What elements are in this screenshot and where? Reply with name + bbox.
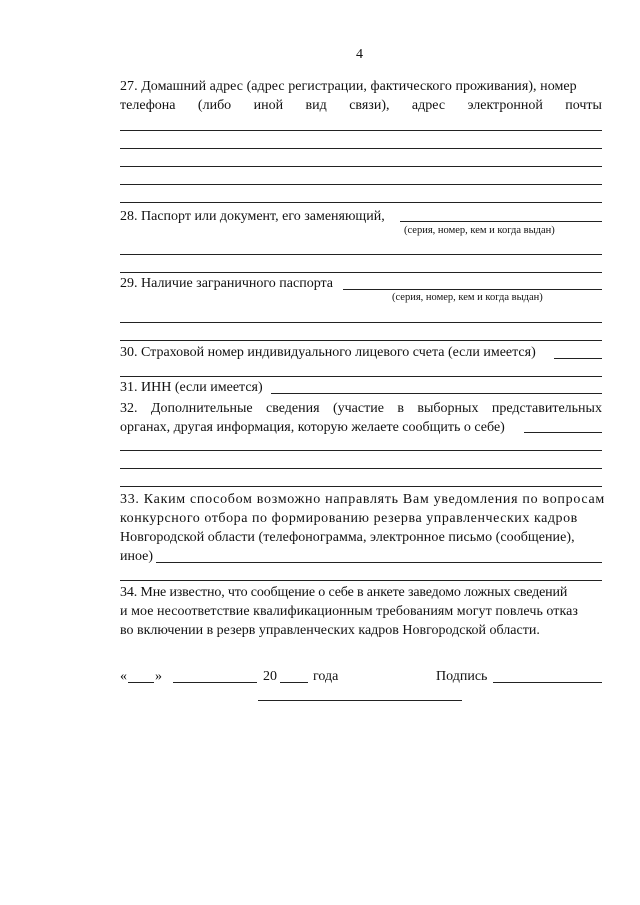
q30-label: 30. Страховой номер индивидуального лицевого счета (если имеется) — [120, 345, 536, 360]
q32-word: сведения — [266, 401, 320, 416]
q27-word: электронной — [467, 98, 543, 113]
q29-answer-line[interactable] — [343, 289, 602, 290]
q32-word: 32. — [120, 401, 138, 416]
date-close-quote: » — [155, 669, 162, 684]
signature-field[interactable] — [493, 682, 602, 683]
q34-label-line3: во включении в резерв управленческих кадров Новгородской области. — [120, 623, 540, 638]
q29-answer-line[interactable] — [120, 322, 602, 323]
q32-label-line2: органах, другая информация, которую желаете сообщить о себе) — [120, 420, 505, 435]
date-year-suffix: года — [313, 669, 339, 684]
q33-label-line4: иное) — [120, 549, 154, 564]
q33-label-line1: 33. Каким способом возможно направлять Вам уведомления по вопросам — [120, 492, 605, 507]
q28-hint: (серия, номер, кем и когда выдан) — [404, 225, 555, 236]
date-month-field[interactable] — [173, 682, 257, 683]
q27-word: иной — [253, 98, 284, 113]
q32-answer-line[interactable] — [524, 432, 602, 433]
q31-label: 31. ИНН (если имеется) — [120, 380, 263, 395]
date-year-field[interactable] — [280, 682, 308, 683]
q32-answer-line[interactable] — [120, 450, 602, 451]
q27-word: телефона — [120, 98, 176, 113]
date-year-prefix: 20 — [263, 669, 277, 684]
q32-word: в — [397, 401, 404, 416]
date-day-field[interactable] — [128, 682, 154, 683]
q29-answer-line[interactable] — [120, 340, 602, 341]
q27-word: (либо — [197, 98, 232, 113]
q27-word: вид — [305, 98, 327, 113]
q33-answer-line[interactable] — [156, 562, 602, 563]
q28-label: 28. Паспорт или документ, его заменяющий, — [120, 209, 385, 224]
signature-name-field[interactable] — [258, 700, 462, 701]
q32-word: выборных — [417, 401, 479, 416]
q27-label-line2 — [120, 98, 602, 114]
signature-label: Подпись — [436, 669, 488, 684]
q32-answer-line[interactable] — [120, 486, 602, 487]
q27-answer-line[interactable] — [120, 202, 602, 203]
q29-hint: (серия, номер, кем и когда выдан) — [392, 292, 543, 303]
q34-label-line2: и мое несоответствие квалификационным требованиям могут повлечь отказ — [120, 604, 578, 619]
q32-answer-line[interactable] — [120, 468, 602, 469]
q30-answer-line[interactable] — [554, 358, 602, 359]
q27-answer-line[interactable] — [120, 166, 602, 167]
q27-label-line1: 27. Домашний адрес (адрес регистрации, фактического проживания), номер — [120, 79, 577, 94]
q27-answer-line[interactable] — [120, 130, 602, 131]
q27-answer-line[interactable] — [120, 184, 602, 185]
q27-answer-line[interactable] — [120, 148, 602, 149]
q33-label-line2: конкурсного отбора по формированию резерва управленческих кадров — [120, 511, 578, 526]
q27-word: почты — [565, 98, 602, 113]
q32-word: (участие — [332, 401, 384, 416]
q32-label-line1 — [120, 401, 602, 417]
page-number: 4 — [356, 47, 363, 62]
q27-word: адрес — [411, 98, 446, 113]
q32-word: представительных — [491, 401, 602, 416]
q33-answer-line[interactable] — [120, 580, 602, 581]
q34-label-line1: 34. Мне известно, что сообщение о себе в анкете заведомо ложных сведений — [120, 585, 568, 600]
q30-answer-line[interactable] — [120, 376, 602, 377]
q28-answer-line[interactable] — [400, 221, 602, 222]
date-open-quote: « — [120, 669, 127, 684]
q27-word: связи), — [349, 98, 390, 113]
q29-label: 29. Наличие заграничного паспорта — [120, 276, 334, 291]
q33-label-line3: Новгородской области (телефонограмма, электронное письмо (сообщение), — [120, 530, 575, 545]
q32-word: Дополнительные — [150, 401, 253, 416]
q31-answer-line[interactable] — [271, 393, 602, 394]
q28-answer-line[interactable] — [120, 254, 602, 255]
q28-answer-line[interactable] — [120, 272, 602, 273]
